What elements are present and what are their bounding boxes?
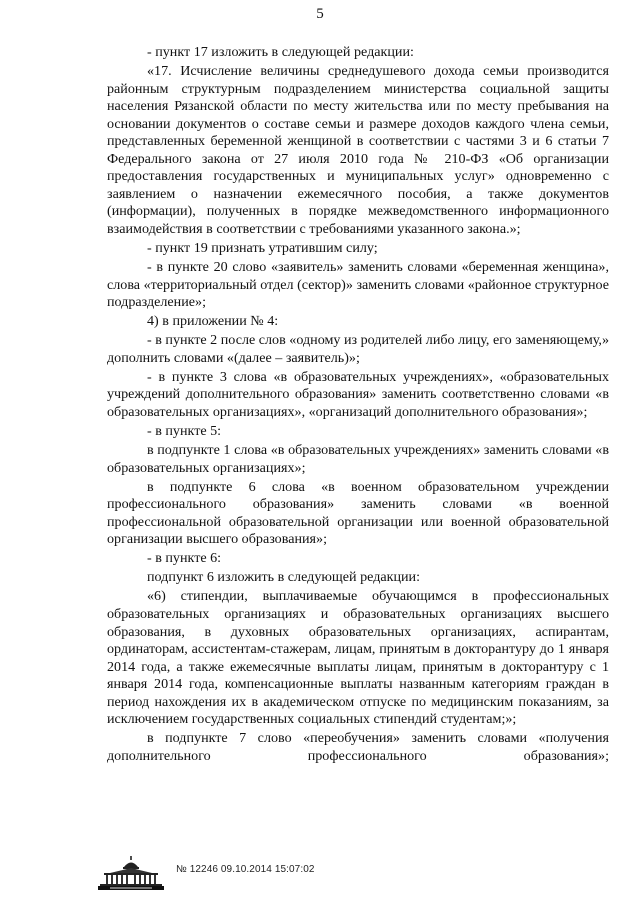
registration-number: № 12246 09.10.2014 15:07:02 bbox=[176, 864, 315, 875]
paragraph: «17. Исчисление величины среднедушевого дохода семьи производится районным структурным подразделением министерства социальной защиты населения Рязанской области по месту жительства или по месту пребывания на основании документов о составе семьи и размере доходов каждого члена семьи, представленных беременной женщиной в соответствии с частями 3 и 6 статьи 7 Федерального закона от 27 июля 2010 года № 210-ФЗ «Об организации предоставления государственных и муниципальных услуг» одновременно с заявлением о назначении ежемесячного пособия, а также документов (информации), полученных в порядке межведомственного информационного взаимодействия в соответствии с требованиями указанного закона.»; bbox=[107, 63, 609, 237]
paragraph: «6) стипендии, выплачиваемые обучающимся в профессиональных образовательных организациях и образовательных организациях высшего образования, в духовных образовательных организациях, аспирантам, ординаторам, ассистентам-стажерам, лицам, принятым в докторантуру до 1 января 2014 года, а также ежемесячные выплаты лицам, принятым в докторантуру с 1 января 2014 года, компенсационные выплаты названным категориям граждан в период нахождения их в академическом отпуске по медицинским показаниям, за исключением государственных социальных стипендий студентам;»; bbox=[107, 588, 609, 728]
paragraph: в подпункте 6 слова «в военном образовательном учреждении профессионального образования» заменить словами «в военной профессиональной образовательной организации или военной образовательной организации высшего образования»; bbox=[107, 478, 609, 548]
paragraph: в подпункте 7 слово «переобучения» заменить словами «получения дополнительного профессионального образования»; bbox=[107, 730, 609, 764]
paragraph: - пункт 17 изложить в следующей редакции: bbox=[147, 44, 414, 60]
paragraph: - в пункте 20 слово «заявитель» заменить словами «беременная женщина», слова «территориальный отдел (сектор)» заменить словами «районное структурное подразделение»; bbox=[107, 259, 609, 311]
paragraph: - в пункте 3 слова «в образовательных учреждениях», «образовательных учреждений дополнительного образования» заменить соответственно словами «в образовательных организациях», «организаций дополнительного образования»; bbox=[107, 368, 609, 420]
paragraph: - в пункте 6: bbox=[147, 550, 222, 567]
paragraph: подпункт 6 изложить в следующей редакции: bbox=[147, 569, 421, 586]
paragraph: - пункт 19 признать утратившим силу; bbox=[147, 240, 378, 257]
paragraph: в подпункте 1 слова «в образовательных учреждениях» заменить словами «в образовательных организациях»; bbox=[107, 442, 609, 476]
paragraph: - в пункте 2 после слов «одному из родителей либо лицу, его заменяющему,» дополнить словами «(далее – заявитель)»; bbox=[107, 332, 609, 366]
page-number: 5 bbox=[316, 6, 324, 22]
government-building-icon bbox=[96, 855, 166, 891]
footer-stamp bbox=[96, 851, 315, 891]
paragraph: 4) в приложении № 4: bbox=[147, 313, 279, 330]
paragraph: - в пункте 5: bbox=[147, 422, 222, 439]
document-body bbox=[107, 44, 609, 767]
